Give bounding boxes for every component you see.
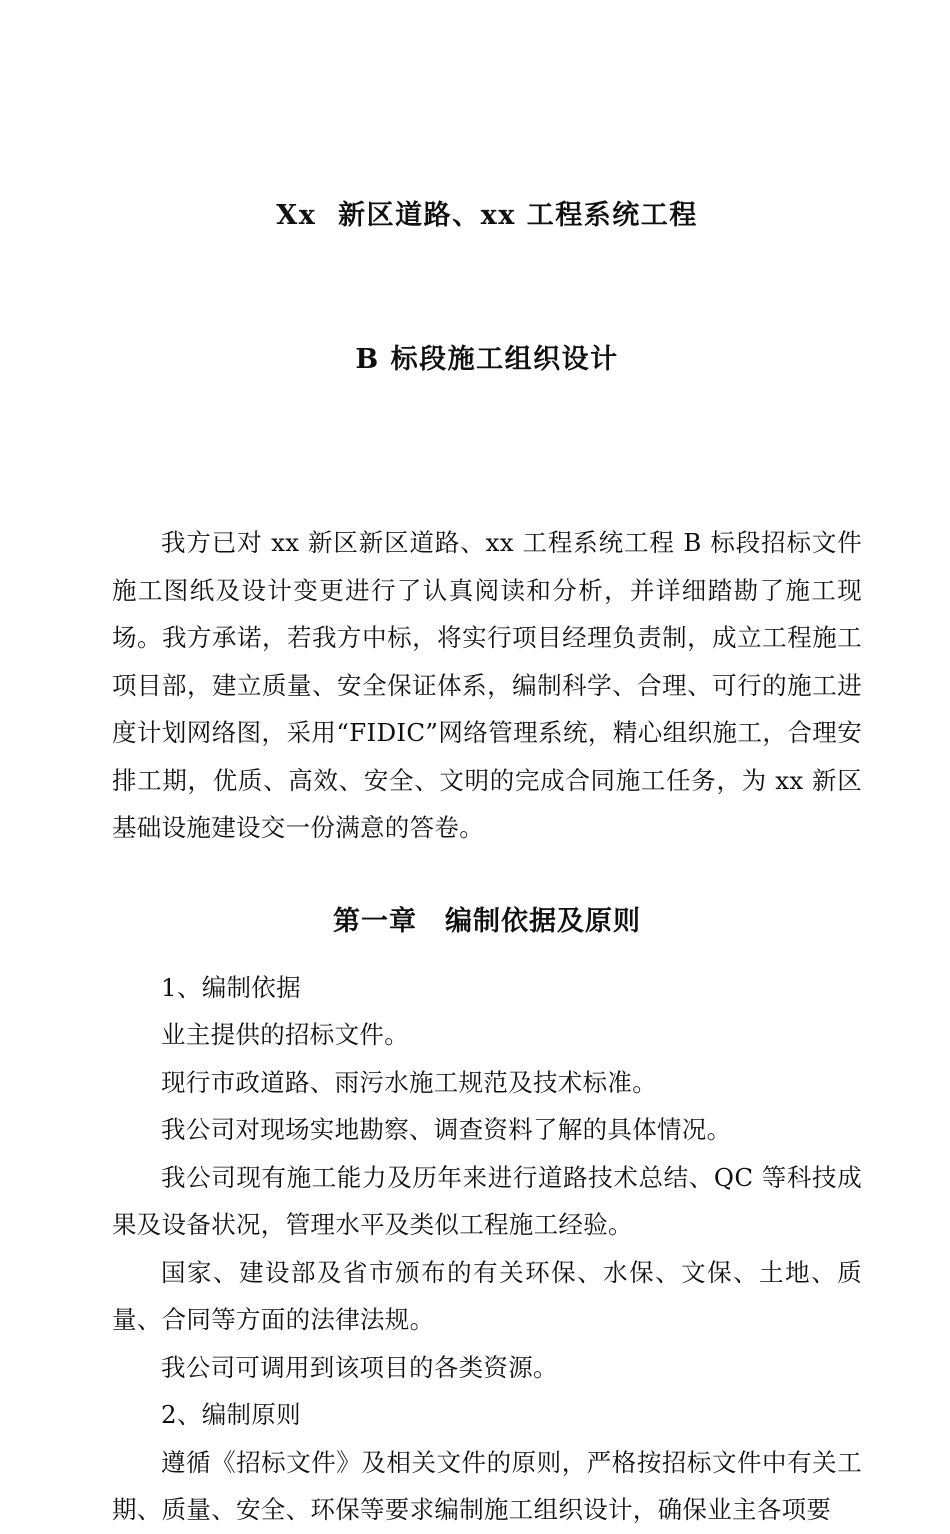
section-1-item-3: 我公司对现场实地勘察、调查资料了解的具体情况。 (161, 1115, 732, 1144)
section-1-item-1: 业主提供的招标文件。 (161, 1020, 409, 1049)
document-title-line-1: Xx 新区道路、xx 工程系统工程 (276, 200, 698, 231)
section-2-label: 2、编制原则 (161, 1400, 301, 1429)
section-2-item-1: 遵循《招标文件》及相关文件的原则，严格按招标文件中有关工期、质量、安全、环保等要求编制施工组织设计，确保业主各项要 (112, 1447, 862, 1524)
section-1-label: 1、编制依据 (161, 972, 301, 1002)
section-1-item-2: 现行市政道路、雨污水施工规范及技术标准。 (161, 1067, 657, 1097)
section-1-item-4: 我公司现有施工能力及历年来进行道路技术总结、QC 等科技成果及设备状况，管理水平及类似工程施工经验。 (112, 1162, 862, 1239)
section-1-item-5: 国家、建设部及省市颁布的有关环保、水保、文保、土地、质量、合同等方面的法律法规。 (112, 1257, 862, 1334)
document-title (112, 0, 862, 475)
intro-paragraph: 我方已对 xx 新区新区道路、xx 工程系统工程 B 标段招标文件施工图纸及设计变更进行了认真阅读和分析，并详细踏勘了施工现场。我方承诺，若我方中标，将实行项目经理负责制，成立工程施工项目部，建立质量、安全保证体系，编制科学、合理、可行的施工进度计划网络图，采用“FIDIC”网络管理系统，精心组织施工，合理安排工期，优质、高效、安全、文明的完成合同施工任务，为 xx 新区基础设施建设交一份满意的答卷。 (112, 528, 862, 842)
document-content-column (112, 0, 862, 1524)
chapter-body-spacer (112, 942, 862, 964)
chapter-heading: 第一章 编制依据及原则 (333, 905, 641, 937)
title-body-spacer (112, 475, 862, 519)
section-1-item-6: 我公司可调用到该项目的各类资源。 (161, 1352, 558, 1382)
document-title-line-2: B 标段施工组织设计 (355, 344, 619, 375)
